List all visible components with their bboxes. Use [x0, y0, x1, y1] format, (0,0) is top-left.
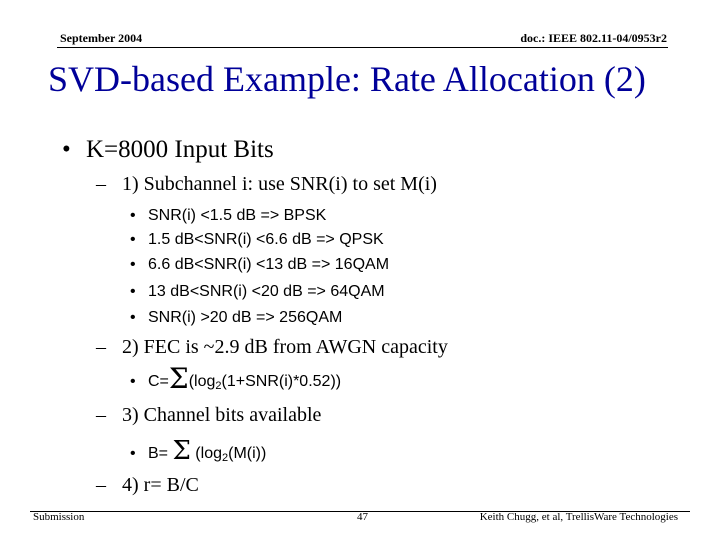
mapping-text: 6.6 dB<SNR(i) <13 dB => 16QAM — [148, 256, 390, 273]
dash-marker: – — [96, 173, 106, 195]
footer-authors: Keith Chugg, et al, TrellisWare Technologies — [479, 511, 678, 523]
bullet-marker: • — [62, 136, 71, 163]
mapping-item — [130, 207, 326, 225]
mapping-text: SNR(i) >20 dB => 256QAM — [148, 309, 343, 326]
formula-lhs: B= — [148, 445, 173, 462]
bullet-marker: • — [130, 445, 136, 462]
header-doc-id: doc.: IEEE 802.11-04/0953r2 — [520, 31, 667, 45]
mapping-item — [130, 283, 385, 301]
formula-lhs: C= — [148, 373, 169, 390]
step1-text: 1) Subchannel i: use SNR(i) to set M(i) — [122, 173, 437, 195]
formula-part: (M(i)) — [228, 445, 267, 462]
bullet-marker: • — [130, 373, 136, 390]
bullet-step2 — [96, 336, 448, 359]
bullet-marker: • — [130, 283, 136, 300]
bits-formula — [130, 436, 267, 466]
capacity-formula — [130, 362, 342, 395]
bullet-marker: • — [130, 207, 136, 224]
bullet-text-input-bits: K=8000 Input Bits — [86, 136, 274, 163]
step2-text: 2) FEC is ~2.9 dB from AWGN capacity — [122, 336, 448, 358]
formula-subscript: 2 — [221, 452, 229, 464]
mapping-text: SNR(i) <1.5 dB => BPSK — [148, 207, 327, 224]
page-number: 47 — [357, 511, 368, 523]
mapping-text: 1.5 dB<SNR(i) <6.6 dB => QPSK — [148, 231, 384, 248]
bullet-step1 — [96, 173, 437, 196]
step4-text: 4) r= B/C — [122, 474, 199, 496]
bullet-step3 — [96, 404, 321, 427]
header-date: September 2004 — [60, 31, 143, 45]
mapping-text: 13 dB<SNR(i) <20 dB => 64QAM — [148, 283, 385, 300]
bullet-step4 — [96, 474, 199, 497]
formula-part: (1+SNR(i)*0.52)) — [221, 373, 342, 390]
header-divider — [57, 47, 668, 48]
bullet-level1 — [62, 136, 274, 164]
sigma-symbol: Σ — [172, 436, 191, 466]
mapping-item — [130, 256, 389, 274]
bullet-marker: • — [130, 256, 136, 273]
step3-text: 3) Channel bits available — [122, 404, 322, 426]
footer-submission: Submission — [33, 511, 85, 523]
mapping-item — [130, 231, 384, 249]
dash-marker: – — [96, 336, 106, 358]
dash-marker: – — [96, 404, 106, 426]
formula-subscript: 2 — [215, 380, 222, 392]
sigma-symbol: Σ — [168, 362, 189, 395]
dash-marker: – — [96, 474, 106, 496]
formula-part: (log — [190, 445, 222, 462]
bullet-marker: • — [130, 231, 136, 248]
bullet-marker: • — [130, 309, 136, 326]
slide-title: SVD-based Example: Rate Allocation (2) — [48, 59, 646, 99]
mapping-item — [130, 309, 342, 327]
formula-part: (log — [188, 373, 216, 390]
